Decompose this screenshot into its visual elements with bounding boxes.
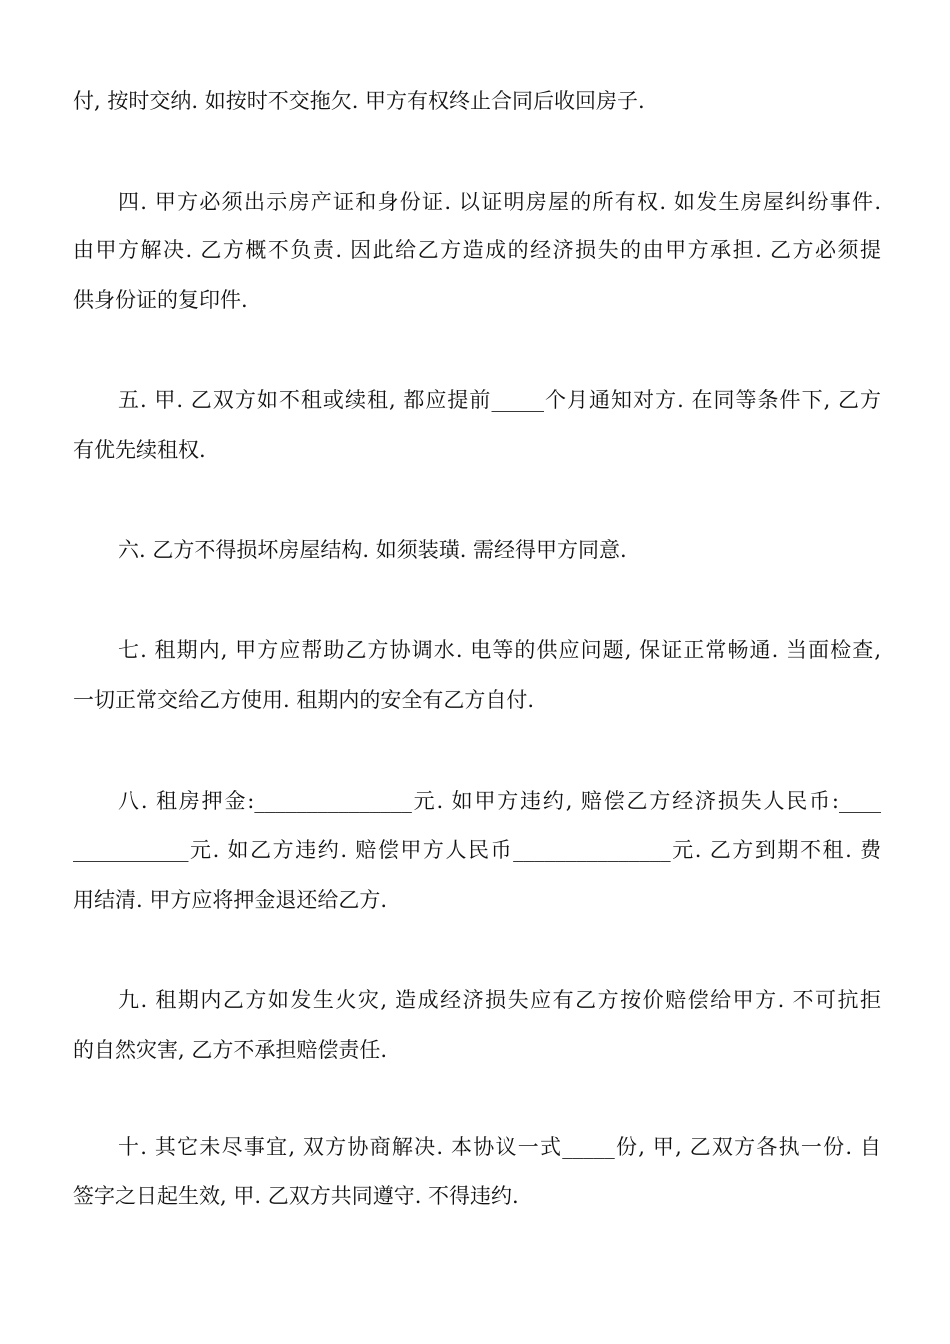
- clause-4-line-3: 供身份证的复印件.: [73, 288, 248, 312]
- clause-10-line-1: 十. 其它未尽事宜, 双方协商解决. 本协议一式_____份, 甲, 乙双方各执一份. 自: [118, 1135, 881, 1159]
- clause-8-line-1: 八. 租房押金:_______________元. 如甲方违约, 赔偿乙方经济损失人民币:____: [118, 789, 881, 813]
- clause-6-line-1: 六. 乙方不得损坏房屋结构. 如须装璜. 需经得甲方同意.: [118, 538, 627, 562]
- clause-7-line-1: 七. 租期内, 甲方应帮助乙方协调水. 电等的供应问题, 保证正常畅通. 当面检查,: [118, 638, 881, 662]
- clause-9-line-2: 的自然灾害, 乙方不承担赔偿责任.: [73, 1038, 388, 1062]
- clause-4-line-1: 四. 甲方必须出示房产证和身份证. 以证明房屋的所有权. 如发生房屋纠纷事件.: [118, 190, 881, 214]
- clause-8-line-2: ___________元. 如乙方违约. 赔偿甲方人民币_______________元. 乙方到期不租. 费: [73, 838, 881, 862]
- clause-3-continuation-line: 付, 按时交纳. 如按时不交拖欠. 甲方有权终止合同后收回房子.: [73, 89, 645, 113]
- clause-4-line-2: 由甲方解决. 乙方概不负责. 因此给乙方造成的经济损失的由甲方承担. 乙方必须提: [73, 238, 881, 262]
- clause-7-line-2: 一切正常交给乙方使用. 租期内的安全有乙方自付.: [73, 688, 535, 712]
- clause-10-line-2: 签字之日起生效, 甲. 乙双方共同遵守. 不得违约.: [73, 1184, 519, 1208]
- clause-8-line-3: 用结清. 甲方应将押金退还给乙方.: [73, 888, 388, 912]
- clause-5-line-2: 有优先续租权.: [73, 438, 206, 462]
- clause-9-line-1: 九. 租期内乙方如发生火灾, 造成经济损失应有乙方按价赔偿给甲方. 不可抗拒: [118, 988, 881, 1012]
- clause-5-line-1: 五. 甲. 乙双方如不租或续租, 都应提前_____个月通知对方. 在同等条件下, 乙方: [118, 388, 881, 412]
